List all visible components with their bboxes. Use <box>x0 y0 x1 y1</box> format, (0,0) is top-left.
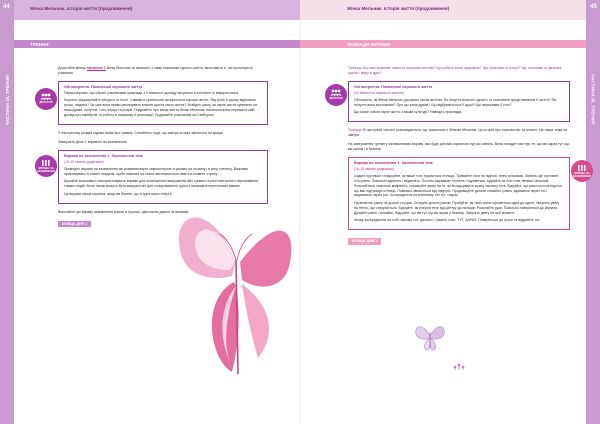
badge-label: ДИСКУСІЯ <box>39 101 53 105</box>
box-paragraph: Коротко сформулюйте ресурси та пості, з якими в суспільстві асоціюється хороше життя. Яку роль в цьому відіграють гроші, людина? Чи має вона право реалізувати власне щастя свого життя? Знайдіть увагу, як гарне життя зупинене на наші думки, почуттів, тіло, серце та розум. Подумайте про місце життя Жінки Мельник, наскільки вона пережила свій досвід про майбутнє та роботу в напрямку її реалізації. Подумайте учасникам за її вибором. <box>64 98 257 117</box>
right-section-bar: ЗАКЛАДИ МЕТАМИ <box>300 40 586 48</box>
left-page-number: 44 <box>3 4 10 10</box>
box-paragraph: Перемістіть увагу на долоні та руки. Складіть долоні разом. Пробуйте, як тісно вони торкаються одна до одної. Зверніть увагу на тепло, що створюється. Відчуйте, як енергія тече від центру до пальців. Розслабте руки. Повільно поверніться до кімнати. Дихайте рівно і спокійно. Відчуйте, що ви тут, що ви зараз у безпеці. Зверніть увагу на цей момент. <box>354 200 560 215</box>
box-paragraph: Що може собою гарне життя з вашій культурі? Наведіть приклади. <box>354 109 462 114</box>
box-paragraph: Шукайте можливості використовувати вправи для полегшення напруження або тривоги в разі повторного переживання тяжких подій. Вони також можуть бути використані для стимулювання групи з низьким енергетичним рівнем. <box>64 179 259 189</box>
box-paragraph: Першочергово, що обрані учасниками приклади з її власного досвіду актуальні в контексті їх використання. <box>64 90 240 95</box>
grounding-icon <box>40 159 52 167</box>
box-title: Обговорення. Показники хорошого життя <box>64 84 143 89</box>
right-end-label: КІНЕЦЬ ДНЯ 1 <box>348 238 381 245</box>
left-final-paragraph: Виконайте цю вправу заземлення разом із групою, одночасно даючи їм вказівки. <box>58 209 190 214</box>
box-subtitle: (10–15 хвилин додатково) <box>354 166 394 171</box>
right-intro: Точниця. Що має можливе навести хорошим життям? Що робить жінку здоровою? Що стоячими ці історії? Що стоячими ці ідеальні щастя і миру в душі? <box>348 66 562 75</box>
box-paragraph: Обговоріть, як Жінка Мельник дорожить своїм життям. Як почуття власної гідності та позитивне представлення її життя? Які почуття вона висловлює? Про що вона думає? Що відбувається в її душі? Що переживає її тіло? <box>354 97 557 107</box>
right-paragraph: Точниця. В наступній частині розповідається, що трапилося з Жінкою Мельник. Ця історія про насильство та злочин. Це наша тема на завтра. <box>348 128 567 138</box>
flowers-ornament <box>452 360 466 370</box>
right-side-label: ЧАСТИНА III. ТРЕНІНГ <box>590 74 596 126</box>
right-exercise-box <box>348 157 592 230</box>
box-subtitle: (10–15 хвилин додатково) <box>64 159 104 164</box>
right-page-number: 45 <box>590 4 597 10</box>
badge-label: ВПРАВА НА ЗАЗЕМЛЕННЯ <box>572 171 592 178</box>
left-note: Завершіть День 1 вправою на заземлення <box>58 140 127 145</box>
box-paragraph: Приведіть вправи на заземлення які розвиватимуть самоконтроль в умовах на початку і в кінці тренінгу. Важливо практикувати їх кожен тиждень, щоби навичка на стала автоматичною навіть в момент стресу. <box>64 166 249 176</box>
grounding-icon <box>576 164 588 172</box>
box-paragraph: Сядьте зручніше та відчуйте, як ваше тіло торкається стільця. Тримайте ноги на підлозі, плечі вільними. Любить ще поставте тіло рівно. Повільно вдихніть і видихніть. Почніть від ваших ступень і підніміться, відчуйте як тіло стає легким і вільним. Розслабтеся, повільно видихніть, спрямуйте увагу на те, як ви відчуваєте кожну частину тіла. Відчуйте, що ваші ноги на підлозі, що вас підтримує стілець. Повільно звільніться від напруги. Продовжуйте дихати спокійно і рівно, вдихаючи через ніс і видихаючи через рот. Зосередьтеся на власному тілі тут і зараз. <box>354 173 563 198</box>
left-discussion-box <box>39 81 268 125</box>
box-title: Вправа на заземлення 1. Заземлення тіла <box>64 154 143 159</box>
left-paragraph: У наступному розділі підемо мова про травму. Спокійтесь туди, що завтра історія зміниться на краще. <box>58 131 224 136</box>
butterfly-illustration <box>170 190 300 380</box>
left-intro: Дочитайте кінець малюнок 2 Жінці Мельник та запишіть з ними показники гарного життя, включаючи ті, які пропонують учасники. <box>58 66 253 75</box>
right-running-head: Жінка Мельник. Історія життя (продовження) <box>347 6 450 11</box>
left-end-label: КІНЕЦЬ ДНЯ 1 <box>58 221 91 228</box>
discussion-badge <box>325 84 347 106</box>
box-paragraph: Знову зосередьтеся на собі, своєму тілі, диханні. Скажіть тихо: ТУТ, ЗАРАЗ. Поверніться до групи та відкрийте очі. <box>354 218 541 223</box>
small-butterfly-illustration <box>412 318 448 354</box>
right-discussion-box <box>329 81 570 123</box>
grounding-badge <box>571 160 593 182</box>
discussion-badge <box>35 88 57 110</box>
box-title: Обговорення. Показники хорошого життя <box>354 84 433 89</box>
box-title: Вправа на заземлення 1. Заземлення тіла <box>354 160 433 165</box>
badge-label: ВПРАВА НА ЗАЗЕМЛЕННЯ <box>36 167 56 174</box>
badge-label: ДИСКУСІЯ <box>329 97 343 101</box>
right-top-band <box>300 0 600 20</box>
left-running-head: Жінка Мельник. Історія життя (продовження) <box>30 6 133 11</box>
intro-link[interactable]: малюнок 2 <box>87 66 106 70</box>
left-section-bar: ТРЕНІНГ <box>14 40 300 48</box>
left-side-label: ЧАСТИНА III. ТРЕНІНГ <box>4 74 10 126</box>
box-subtitle: (10 хвилин на практичні заняття) <box>354 90 405 95</box>
grounding-badge <box>35 155 57 177</box>
right-paragraph: На завершення тренінгу ми виконаємо вправу, яка буде для вас корисною під час занять. Вона нагадує нам про те, що ми зараз тут, що ми разом і в безпеці. <box>348 142 570 152</box>
right-page-column <box>329 66 592 245</box>
box-paragraph: Ця вправа також корисна, якщо ви бачите, що в групі мало енергії. <box>64 191 173 196</box>
